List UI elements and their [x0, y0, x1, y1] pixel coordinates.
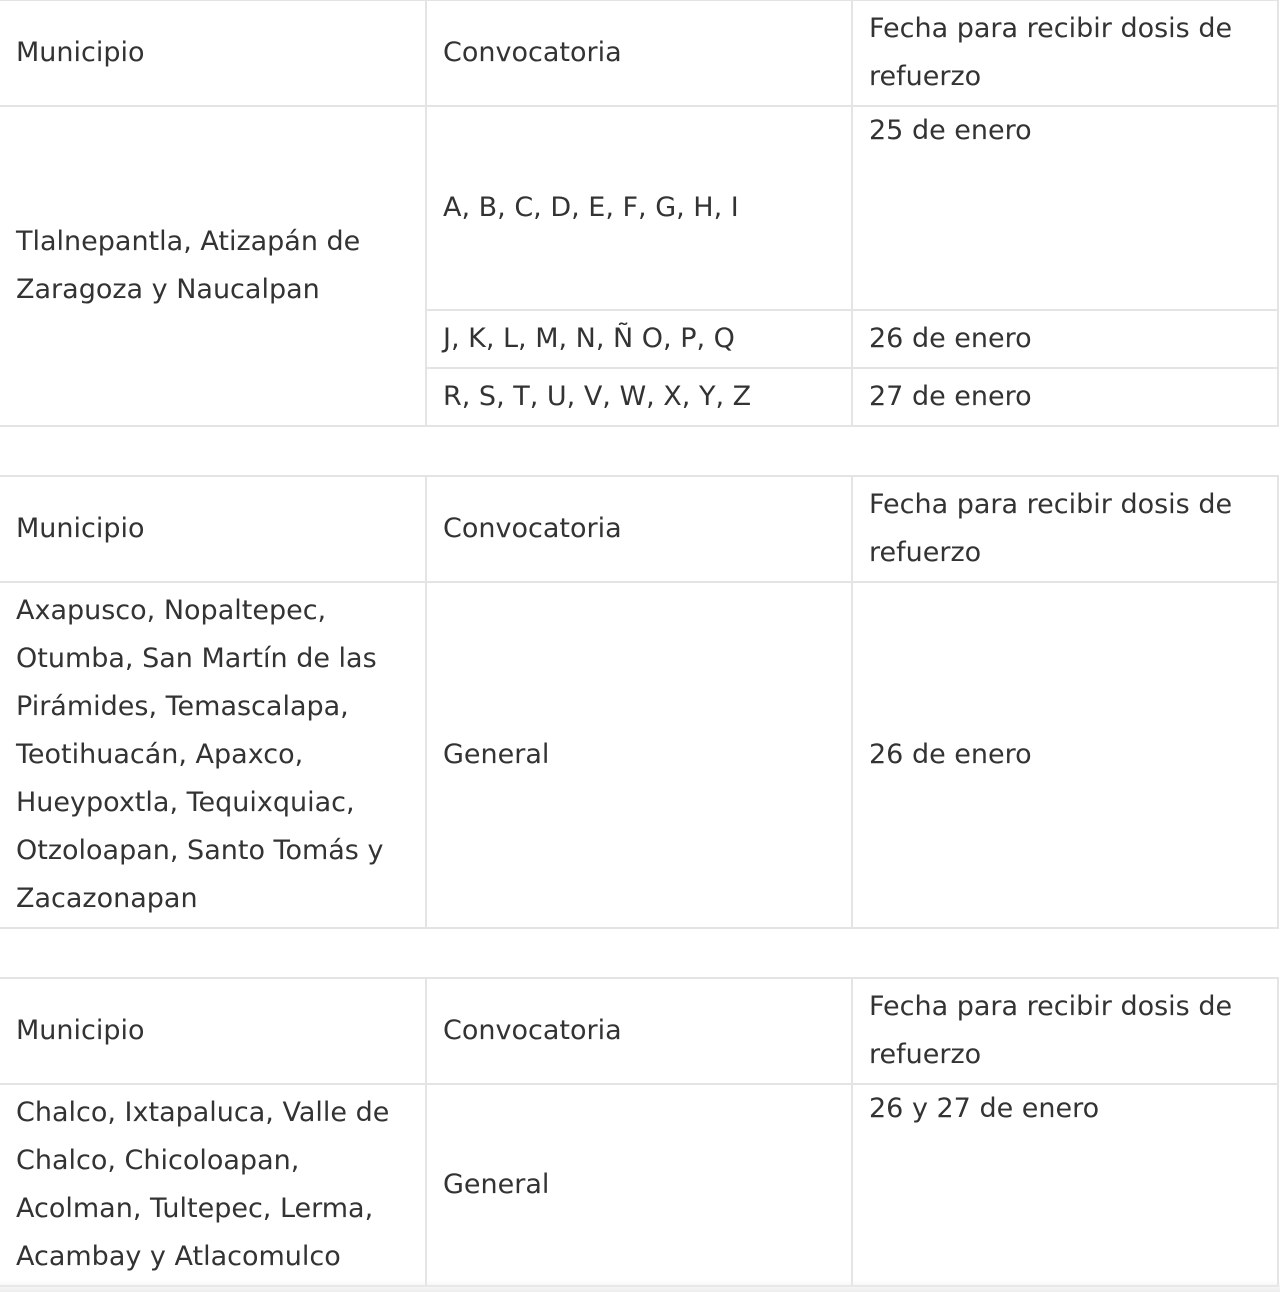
- municipio-cell: Tlalnepantla, Atizapán de Zaragoza y Naucalpan: [0, 106, 426, 426]
- convocatoria-cell: General: [426, 582, 852, 928]
- vaccination-table-3: [0, 977, 1279, 1287]
- table-header-row: [0, 476, 1278, 582]
- header-fecha: Fecha para recibir dosis de refuerzo: [852, 476, 1278, 582]
- convocatoria-cell: J, K, L, M, N, Ñ O, P, Q: [426, 310, 852, 368]
- vaccination-table-1: [0, 0, 1279, 427]
- convocatoria-cell: R, S, T, U, V, W, X, Y, Z: [426, 368, 852, 426]
- convocatoria-cell: A, B, C, D, E, F, G, H, I: [426, 106, 852, 310]
- header-convocatoria: Convocatoria: [426, 978, 852, 1084]
- header-fecha: Fecha para recibir dosis de refuerzo: [852, 978, 1278, 1084]
- header-municipio: Municipio: [0, 0, 426, 106]
- table-row: [0, 582, 1278, 928]
- header-convocatoria: Convocatoria: [426, 0, 852, 106]
- table-header-row: [0, 0, 1278, 106]
- fecha-cell: 25 de enero: [852, 106, 1278, 310]
- municipio-cell: Chalco, Ixtapaluca, Valle de Chalco, Chicoloapan, Acolman, Tultepec, Lerma, Acambay y Atlacomulco: [0, 1084, 426, 1286]
- bottom-fade: [0, 1280, 1280, 1292]
- table-row: [0, 1084, 1278, 1286]
- table-header-row: [0, 978, 1278, 1084]
- header-municipio: Municipio: [0, 978, 426, 1084]
- convocatoria-cell: General: [426, 1084, 852, 1286]
- table-row: [0, 106, 1278, 310]
- fecha-cell: 26 de enero: [852, 582, 1278, 928]
- fecha-cell: 26 y 27 de enero: [852, 1084, 1278, 1286]
- vaccination-table-2: [0, 475, 1279, 929]
- fecha-cell: 27 de enero: [852, 368, 1278, 426]
- header-convocatoria: Convocatoria: [426, 476, 852, 582]
- fecha-cell: 26 de enero: [852, 310, 1278, 368]
- header-fecha: Fecha para recibir dosis de refuerzo: [852, 0, 1278, 106]
- municipio-cell: Axapusco, Nopaltepec, Otumba, San Martín de las Pirámides, Temascalapa, Teotihuacán, Apaxco, Hueypoxtla, Tequixquiac, Otzoloapan, Santo Tomás y Zacazonapan: [0, 582, 426, 928]
- header-municipio: Municipio: [0, 476, 426, 582]
